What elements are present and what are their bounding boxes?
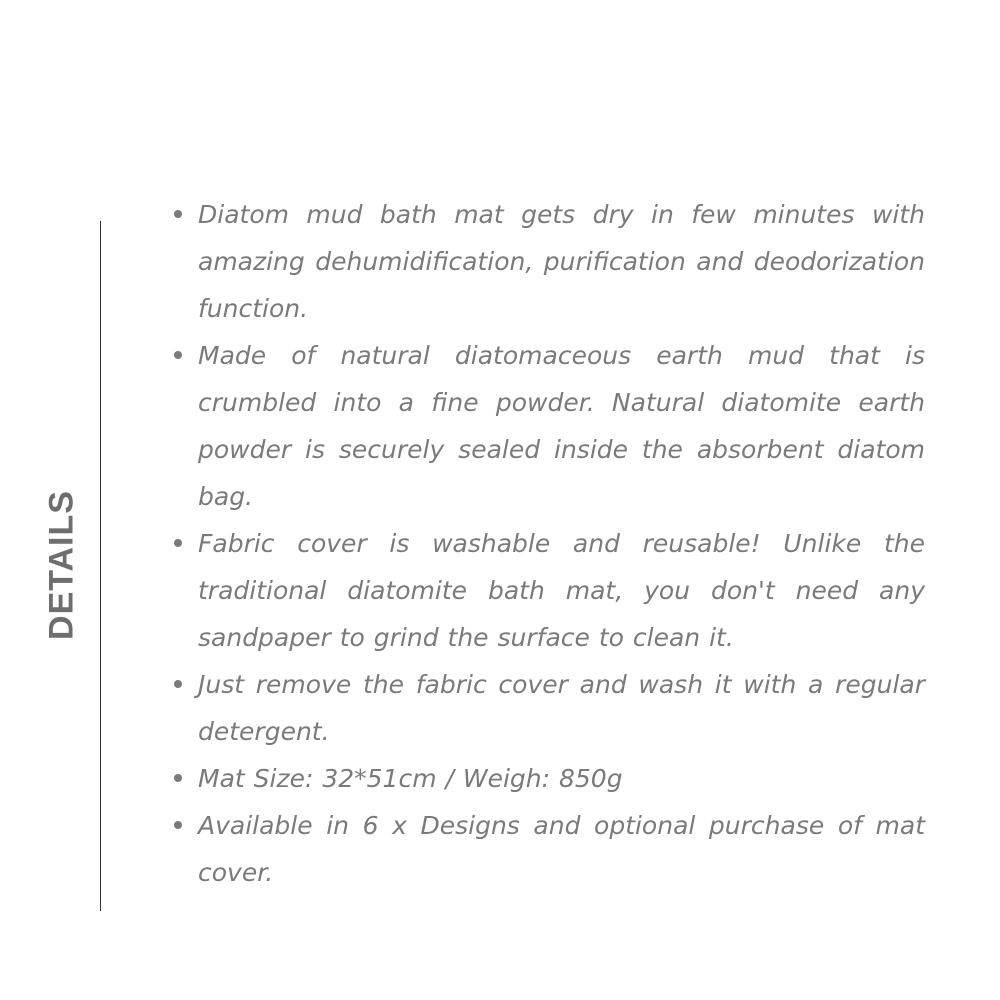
list-item: Fabric cover is washable and reusable! Unlike the traditional diatomite bath mat, you don't need any sandpaper to grind the surface to clean it.	[170, 520, 925, 661]
list-item: Mat Size: 32*51cm / Weigh: 850g	[170, 755, 925, 802]
list-item: Available in 6 x Designs and optional purchase of mat cover.	[170, 802, 925, 896]
list-item: Just remove the fabric cover and wash it with a regular detergent.	[170, 661, 925, 755]
details-heading: DETAILS	[42, 490, 81, 640]
list-item: Made of natural diatomaceous earth mud that is crumbled into a fine powder. Natural diatomite earth powder is securely sealed inside the absorbent diatom bag.	[170, 332, 925, 520]
vertical-divider	[100, 221, 101, 911]
details-list	[170, 191, 925, 896]
list-item: Diatom mud bath mat gets dry in few minutes with amazing dehumidification, purification and deodorization function.	[170, 191, 925, 332]
